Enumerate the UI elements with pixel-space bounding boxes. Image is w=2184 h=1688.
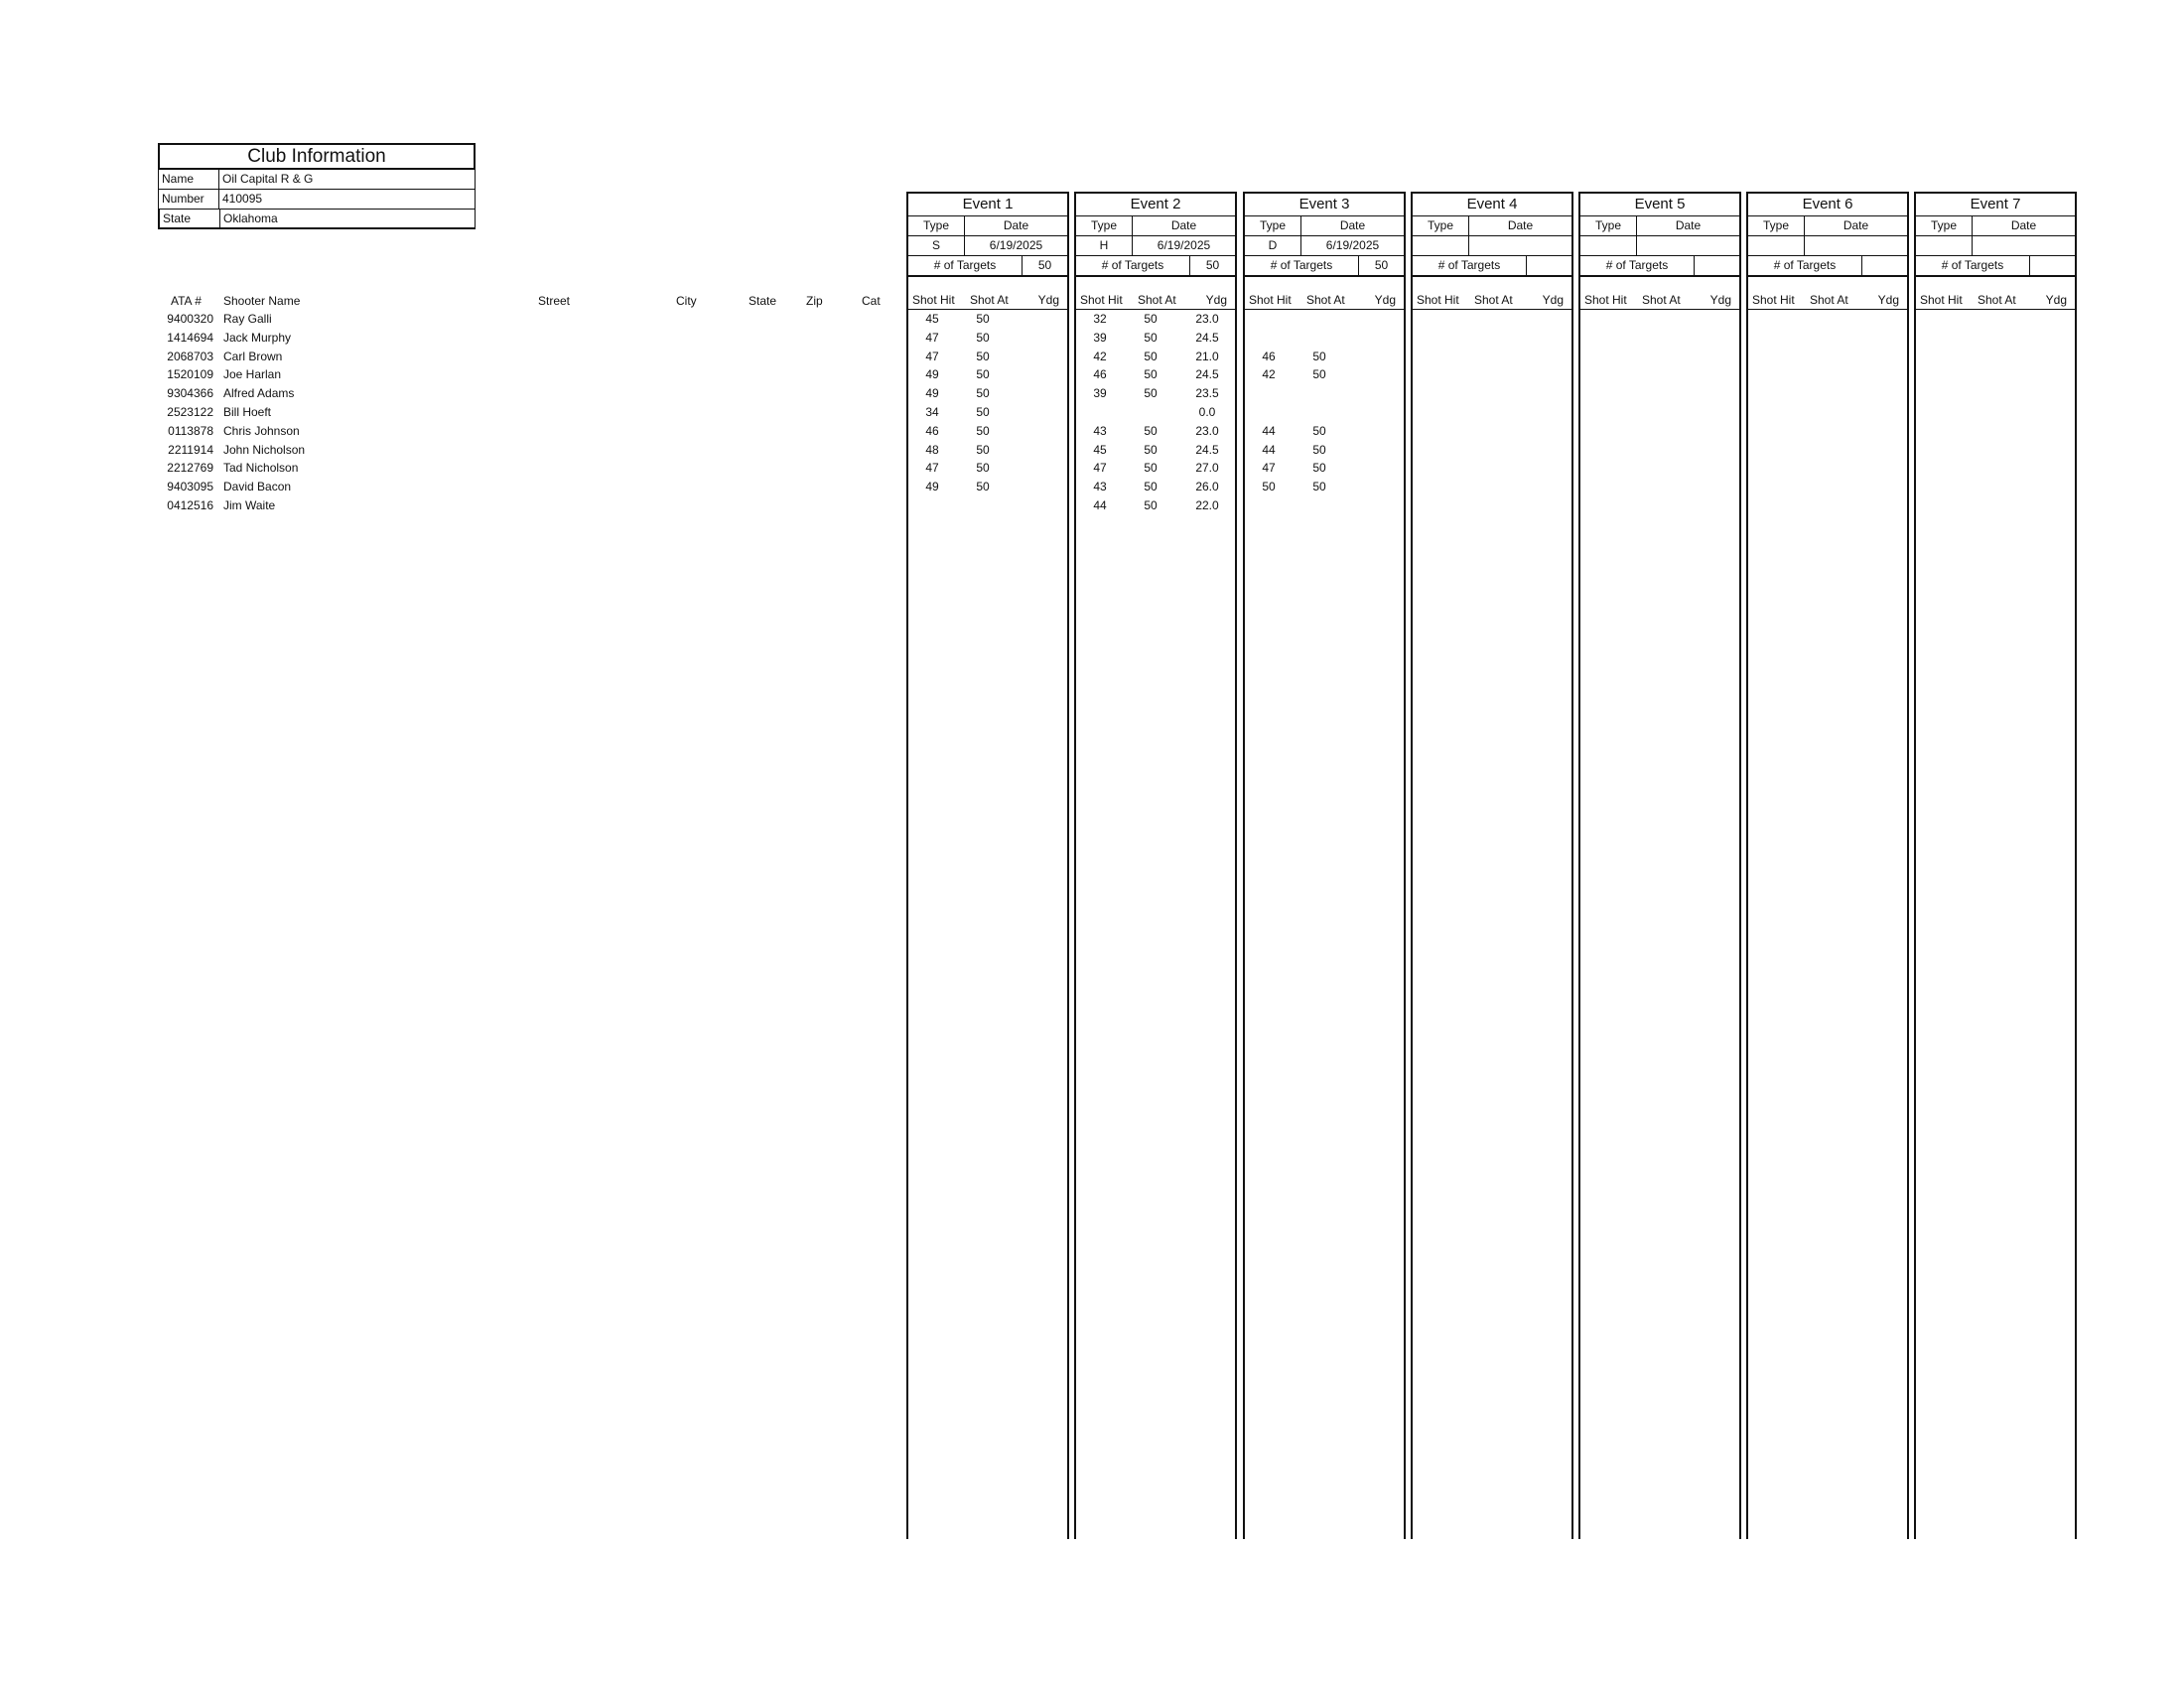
shot-hit-cell: 47 bbox=[925, 349, 939, 363]
club-state-row bbox=[158, 210, 476, 229]
date-label: Date bbox=[1675, 218, 1702, 232]
ata-number: 9304366 bbox=[167, 386, 213, 401]
type-date-value-row bbox=[1076, 236, 1235, 256]
event-title: Event 5 bbox=[1580, 192, 1739, 216]
shot-at-header: Shot At bbox=[1810, 293, 1848, 307]
shot-hit-cell: 39 bbox=[1093, 386, 1107, 401]
shot-hit-cell: 49 bbox=[925, 367, 939, 382]
shooter-name: Joe Harlan bbox=[223, 367, 282, 382]
club-number-value: 410095 bbox=[222, 192, 263, 206]
shot-at-cell: 50 bbox=[1144, 498, 1158, 512]
shot-at-cell: 50 bbox=[976, 405, 990, 419]
event-column-headers bbox=[1076, 293, 1235, 310]
type-date-value-row bbox=[908, 236, 1067, 256]
shot-at-cell: 50 bbox=[1144, 461, 1158, 476]
shot-at-cell: 50 bbox=[1312, 442, 1326, 457]
shot-at-cell: 50 bbox=[976, 461, 990, 476]
club-name-label: Name bbox=[159, 170, 219, 189]
event-column-headers bbox=[1245, 293, 1404, 310]
ydg-cell: 24.5 bbox=[1195, 330, 1219, 345]
targets-value bbox=[1527, 256, 1571, 275]
event-column-headers bbox=[1916, 293, 2075, 310]
type-label: Type bbox=[1580, 216, 1637, 235]
shot-hit-header: Shot Hit bbox=[1920, 293, 1963, 307]
ata-number: 0113878 bbox=[168, 423, 213, 438]
ydg-cell: 23.5 bbox=[1195, 386, 1219, 401]
shot-at-cell: 50 bbox=[976, 386, 990, 401]
event-block-3 bbox=[1243, 192, 1406, 1539]
event-block-6 bbox=[1746, 192, 1909, 1539]
type-label: Type bbox=[1076, 216, 1133, 235]
event-column-headers bbox=[908, 293, 1067, 310]
cat-column-header: Cat bbox=[862, 294, 881, 308]
city-column-header: City bbox=[676, 294, 697, 308]
ydg-cell: 0.0 bbox=[1198, 405, 1216, 419]
shot-hit-cell: 42 bbox=[1093, 349, 1107, 363]
shot-at-cell: 50 bbox=[1144, 367, 1158, 382]
shot-at-cell: 50 bbox=[1144, 423, 1158, 438]
shooter-name: John Nicholson bbox=[223, 442, 306, 457]
shot-hit-cell: 46 bbox=[1262, 349, 1276, 363]
targets-row bbox=[1748, 256, 1907, 277]
type-label: Type bbox=[1916, 216, 1973, 235]
ydg-cell: 24.5 bbox=[1195, 442, 1219, 457]
type-date-value-row bbox=[1245, 236, 1404, 256]
event-title: Event 6 bbox=[1748, 192, 1907, 216]
shot-hit-cell: 44 bbox=[1093, 498, 1107, 512]
shot-at-cell: 50 bbox=[1312, 423, 1326, 438]
shooter-name: Chris Johnson bbox=[223, 423, 300, 438]
shooter-name: Carl Brown bbox=[223, 349, 283, 363]
ydg-cell: 22.0 bbox=[1195, 498, 1219, 512]
ata-number: 1414694 bbox=[167, 330, 213, 345]
ydg-cell: 26.0 bbox=[1195, 480, 1219, 494]
targets-value bbox=[2030, 256, 2075, 275]
ydg-header: Ydg bbox=[1542, 293, 1564, 307]
event-title: Event 1 bbox=[908, 192, 1067, 216]
type-date-header-row bbox=[1076, 216, 1235, 236]
targets-row bbox=[1245, 256, 1404, 277]
event-type-value bbox=[1413, 236, 1469, 255]
shot-hit-cell: 43 bbox=[1093, 480, 1107, 494]
event-title: Event 3 bbox=[1245, 192, 1404, 216]
date-label: Date bbox=[1170, 218, 1197, 232]
targets-row bbox=[1076, 256, 1235, 277]
type-date-value-row bbox=[1413, 236, 1571, 256]
event-block-4 bbox=[1411, 192, 1573, 1539]
event-date-value: 6/19/2025 bbox=[989, 238, 1043, 252]
targets-label: # of Targets bbox=[1076, 256, 1190, 275]
targets-value bbox=[1695, 256, 1739, 275]
shot-hit-cell: 39 bbox=[1093, 330, 1107, 345]
date-label: Date bbox=[2010, 218, 2037, 232]
shooter-name: Tad Nicholson bbox=[223, 461, 299, 476]
ydg-header: Ydg bbox=[1205, 293, 1227, 307]
event-block-5 bbox=[1578, 192, 1741, 1539]
event-block-7 bbox=[1914, 192, 2077, 1539]
event-title: Event 2 bbox=[1076, 192, 1235, 216]
date-label: Date bbox=[1003, 218, 1029, 232]
shot-hit-header: Shot Hit bbox=[1752, 293, 1795, 307]
shooter-name: Bill Hoeft bbox=[223, 405, 272, 419]
shot-hit-cell: 49 bbox=[925, 480, 939, 494]
shot-hit-cell: 42 bbox=[1262, 367, 1276, 382]
shot-hit-cell: 47 bbox=[1262, 461, 1276, 476]
zip-column-header: Zip bbox=[806, 294, 823, 308]
ydg-cell: 24.5 bbox=[1195, 367, 1219, 382]
event-date-value bbox=[1469, 236, 1571, 255]
shot-at-cell: 50 bbox=[1144, 349, 1158, 363]
club-name-value: Oil Capital R & G bbox=[222, 172, 314, 186]
type-date-value-row bbox=[1580, 236, 1739, 256]
ydg-cell: 21.0 bbox=[1195, 349, 1219, 363]
targets-label: # of Targets bbox=[1245, 256, 1359, 275]
event-date-value bbox=[1637, 236, 1739, 255]
shot-at-cell: 50 bbox=[1144, 480, 1158, 494]
shooter-name: Alfred Adams bbox=[223, 386, 295, 401]
type-date-header-row bbox=[1245, 216, 1404, 236]
ata-number: 1520109 bbox=[167, 367, 213, 382]
shot-at-cell: 50 bbox=[976, 480, 990, 494]
shot-at-cell: 50 bbox=[976, 367, 990, 382]
ydg-cell: 27.0 bbox=[1195, 461, 1219, 476]
shot-at-header: Shot At bbox=[1474, 293, 1513, 307]
ata-number: 2211914 bbox=[168, 442, 213, 457]
targets-value: 50 bbox=[1205, 258, 1220, 272]
shot-at-header: Shot At bbox=[1138, 293, 1176, 307]
type-date-header-row bbox=[908, 216, 1067, 236]
targets-label: # of Targets bbox=[1413, 256, 1527, 275]
shot-at-cell: 50 bbox=[976, 349, 990, 363]
targets-row bbox=[1916, 256, 2075, 277]
shot-hit-header: Shot Hit bbox=[1080, 293, 1123, 307]
ata-number: 2523122 bbox=[167, 405, 213, 419]
targets-label: # of Targets bbox=[1748, 256, 1862, 275]
shot-hit-cell: 44 bbox=[1262, 442, 1276, 457]
ydg-header: Ydg bbox=[1877, 293, 1899, 307]
shot-hit-cell: 49 bbox=[925, 386, 939, 401]
event-title: Event 4 bbox=[1413, 192, 1571, 216]
targets-label: # of Targets bbox=[908, 256, 1023, 275]
type-label: Type bbox=[1413, 216, 1469, 235]
type-date-header-row bbox=[1916, 216, 2075, 236]
event-block-2 bbox=[1074, 192, 1237, 1539]
street-column-header: Street bbox=[538, 294, 571, 308]
event-type-value: D bbox=[1245, 236, 1301, 255]
ata-number: 0412516 bbox=[167, 498, 213, 512]
shot-at-header: Shot At bbox=[1978, 293, 2016, 307]
shot-at-cell: 50 bbox=[976, 330, 990, 345]
shooter-name: David Bacon bbox=[223, 480, 292, 494]
targets-value bbox=[1862, 256, 1907, 275]
ata-column-header: ATA # bbox=[171, 294, 202, 308]
event-date-value: 6/19/2025 bbox=[1157, 238, 1211, 252]
shot-hit-cell: 32 bbox=[1093, 312, 1107, 326]
shot-hit-header: Shot Hit bbox=[1417, 293, 1459, 307]
shot-at-cell: 50 bbox=[1144, 442, 1158, 457]
targets-value: 50 bbox=[1037, 258, 1052, 272]
targets-value: 50 bbox=[1374, 258, 1389, 272]
type-date-value-row bbox=[1916, 236, 2075, 256]
shot-at-cell: 50 bbox=[1312, 461, 1326, 476]
shooter-name-column-header: Shooter Name bbox=[223, 294, 301, 308]
shot-hit-cell: 46 bbox=[925, 423, 939, 438]
shot-hit-cell: 47 bbox=[1093, 461, 1107, 476]
targets-label: # of Targets bbox=[1916, 256, 2030, 275]
shot-hit-header: Shot Hit bbox=[912, 293, 955, 307]
type-date-header-row bbox=[1580, 216, 1739, 236]
shot-hit-cell: 45 bbox=[925, 312, 939, 326]
ydg-header: Ydg bbox=[1037, 293, 1059, 307]
shot-hit-cell: 44 bbox=[1262, 423, 1276, 438]
event-title: Event 7 bbox=[1916, 192, 2075, 216]
shooter-name: Ray Galli bbox=[223, 312, 272, 326]
shot-at-cell: 50 bbox=[976, 442, 990, 457]
type-label: Type bbox=[1245, 216, 1301, 235]
event-column-headers bbox=[1413, 293, 1571, 310]
targets-row bbox=[1580, 256, 1739, 277]
shot-at-cell: 50 bbox=[1312, 349, 1326, 363]
shot-at-cell: 50 bbox=[1144, 330, 1158, 345]
ata-number: 2212769 bbox=[167, 461, 213, 476]
ydg-cell: 23.0 bbox=[1195, 312, 1219, 326]
ydg-header: Ydg bbox=[2045, 293, 2067, 307]
club-state-value: Oklahoma bbox=[223, 211, 278, 225]
event-type-value bbox=[1916, 236, 1973, 255]
shot-hit-cell: 48 bbox=[925, 442, 939, 457]
shooter-name: Jim Waite bbox=[223, 498, 276, 512]
event-type-value: S bbox=[908, 236, 965, 255]
shot-at-cell: 50 bbox=[1144, 312, 1158, 326]
club-information-title: Club Information bbox=[158, 143, 476, 170]
shot-hit-cell: 50 bbox=[1262, 480, 1276, 494]
shot-at-cell: 50 bbox=[1144, 386, 1158, 401]
type-label: Type bbox=[1748, 216, 1805, 235]
type-date-header-row bbox=[1413, 216, 1571, 236]
event-date-value bbox=[1973, 236, 2075, 255]
date-label: Date bbox=[1339, 218, 1366, 232]
targets-label: # of Targets bbox=[1580, 256, 1695, 275]
shot-hit-header: Shot Hit bbox=[1584, 293, 1627, 307]
ydg-header: Ydg bbox=[1709, 293, 1731, 307]
state-column-header: State bbox=[749, 294, 777, 308]
event-column-headers bbox=[1580, 293, 1739, 310]
targets-row bbox=[1413, 256, 1571, 277]
event-type-value bbox=[1748, 236, 1805, 255]
targets-row bbox=[908, 256, 1067, 277]
shot-at-header: Shot At bbox=[1642, 293, 1681, 307]
event-date-value: 6/19/2025 bbox=[1325, 238, 1380, 252]
type-date-value-row bbox=[1748, 236, 1907, 256]
shot-hit-cell: 43 bbox=[1093, 423, 1107, 438]
shot-hit-cell: 47 bbox=[925, 461, 939, 476]
shot-hit-cell: 46 bbox=[1093, 367, 1107, 382]
shot-at-cell: 50 bbox=[1312, 367, 1326, 382]
shot-at-cell: 50 bbox=[976, 423, 990, 438]
date-label: Date bbox=[1507, 218, 1534, 232]
ydg-header: Ydg bbox=[1374, 293, 1396, 307]
ata-number: 2068703 bbox=[167, 349, 213, 363]
shot-at-header: Shot At bbox=[970, 293, 1009, 307]
type-date-header-row bbox=[1748, 216, 1907, 236]
event-block-1 bbox=[906, 192, 1069, 1539]
event-date-value bbox=[1805, 236, 1907, 255]
shooter-name: Jack Murphy bbox=[223, 330, 292, 345]
event-type-value bbox=[1580, 236, 1637, 255]
event-type-value: H bbox=[1076, 236, 1133, 255]
ata-number: 9403095 bbox=[167, 480, 213, 494]
shot-hit-cell: 47 bbox=[925, 330, 939, 345]
club-information-box bbox=[158, 143, 476, 229]
club-name-row bbox=[158, 170, 476, 190]
club-number-label: Number bbox=[159, 190, 219, 209]
club-state-label: State bbox=[160, 210, 220, 227]
shot-at-cell: 50 bbox=[976, 312, 990, 326]
shot-hit-cell: 45 bbox=[1093, 442, 1107, 457]
event-column-headers bbox=[1748, 293, 1907, 310]
type-label: Type bbox=[908, 216, 965, 235]
shot-hit-cell: 34 bbox=[925, 405, 939, 419]
date-label: Date bbox=[1843, 218, 1869, 232]
shot-hit-header: Shot Hit bbox=[1249, 293, 1292, 307]
club-number-row bbox=[158, 190, 476, 210]
ydg-cell: 23.0 bbox=[1195, 423, 1219, 438]
shot-at-header: Shot At bbox=[1306, 293, 1345, 307]
ata-number: 9400320 bbox=[167, 312, 213, 326]
shot-at-cell: 50 bbox=[1312, 480, 1326, 494]
